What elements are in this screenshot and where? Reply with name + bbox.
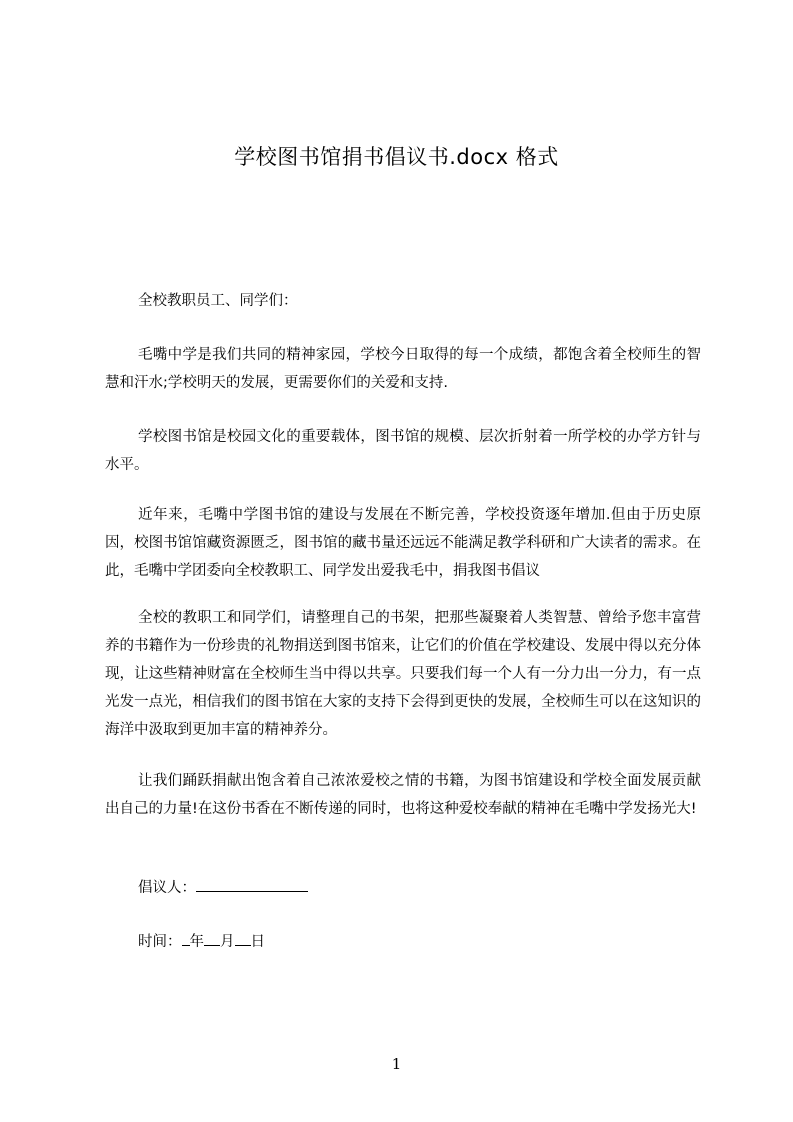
date-day: 日 — [250, 934, 265, 950]
greeting: 全校教职员工、同学们： — [138, 293, 298, 309]
paragraph-2: 学校图书馆是校园文化的重要载体，图书馆的规模、层次折射着一所学校的办学方针与水平。 — [105, 429, 701, 473]
signature-line — [105, 874, 701, 902]
day-blank — [235, 944, 251, 946]
year-blank — [182, 944, 190, 946]
date-label: 时间： — [138, 934, 182, 950]
date-year: 年 — [189, 934, 204, 950]
document-title: 学校图书馆捐书倡议书.docx 格式 — [234, 145, 559, 169]
paragraph-4: 全校的教职工和同学们，请整理自己的书架，把那些凝聚着人类智慧、曾给予您丰富营养的书籍作为一份珍贵的礼物捐送到图书馆来，让它们的价值在学校建设、发展中得以充分体现，让这些精神财富在全校师生当中得以共享。只要我们每一个人有一分力出一分力，有一点光发一点光，相信我们的图书馆在大家的支持下会得到更快的发展，全校师生可以在这知识的海洋中汲取到更加丰富的精神养分。 — [105, 610, 701, 738]
page-number: 1 — [391, 1055, 402, 1073]
paragraph-5: 让我们踊跃捐献出饱含着自己浓浓爱校之情的书籍，为图书馆建设和学校全面发展贡献出自己的力量!在这份书香在不断传递的同时，也将这种爱校奉献的精神在毛嘴中学发扬光大! — [105, 773, 701, 817]
month-blank — [204, 944, 220, 946]
paragraph-1: 毛嘴中学是我们共同的精神家园，学校今日取得的每一个成绩，都饱含着全校师生的智慧和汗水;学校明天的发展，更需要你们的关爱和支持. — [105, 347, 701, 391]
paragraph-3: 近年来，毛嘴中学图书馆的建设与发展在不断完善，学校投资逐年增加.但由于历史原因，校图书馆馆藏资源匮乏，图书馆的藏书量还远远不能满足教学科研和广大读者的需求。在此，毛嘴中学团委向全校教职工、同学发出爱我毛中，捐我图书倡议 — [105, 507, 701, 579]
date-line — [105, 928, 701, 956]
signature-blank — [196, 890, 308, 892]
date-month: 月 — [220, 934, 235, 950]
signature-label: 倡议人： — [138, 880, 196, 896]
